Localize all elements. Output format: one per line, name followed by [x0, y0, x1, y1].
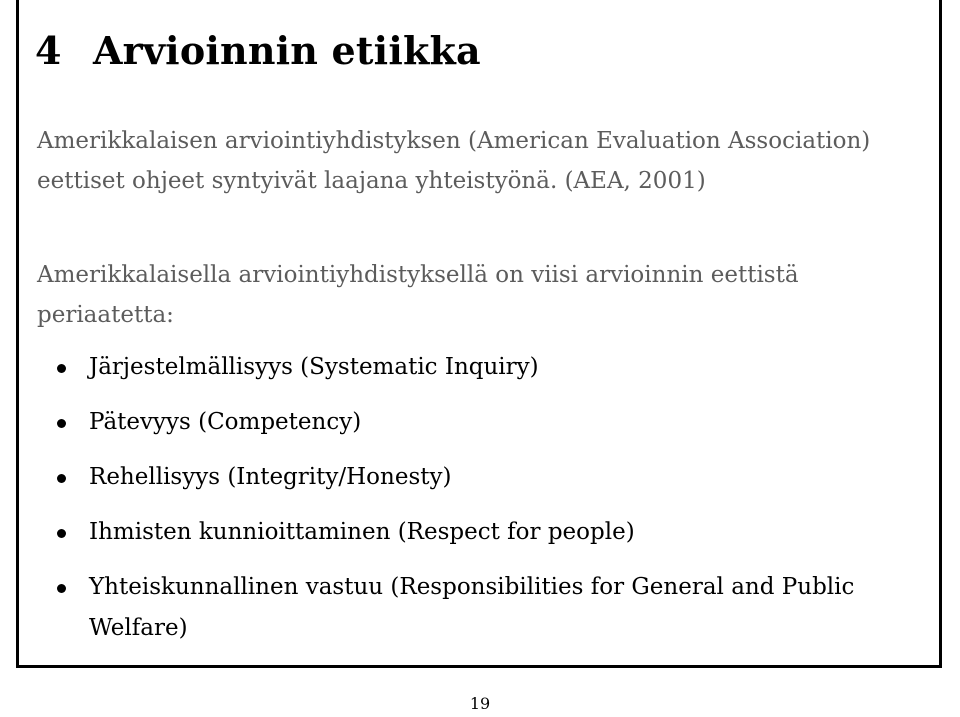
list-item: [49, 347, 909, 388]
list-item: [49, 512, 909, 553]
list-item-text: Rehellisyys (Integrity/Honesty): [89, 464, 452, 490]
principles-intro-paragraph: Amerikkalaisella arviointiyhdistyksellä on viisi arvioinnin eettistä periaatetta:: [37, 262, 799, 328]
bullet-icon: [57, 529, 66, 538]
list-item-text: Järjestelmällisyys (Systematic Inquiry): [89, 354, 539, 380]
bullet-icon: [57, 474, 66, 483]
list-item: [49, 457, 909, 498]
list-item-text: Pätevyys (Competency): [89, 409, 362, 435]
bullet-icon: [57, 584, 66, 593]
bullet-icon: [57, 419, 66, 428]
page-number: 19: [469, 694, 491, 713]
list-item: [49, 402, 909, 443]
list-item-text: Ihmisten kunnioittaminen (Respect for people): [89, 519, 635, 545]
list-item: [49, 567, 909, 649]
list-item-text: Yhteiskunnallinen vastuu (Responsibilities for General and Public Welfare): [89, 574, 855, 641]
principles-list: [49, 347, 909, 663]
section-title: Arvioinnin etiikka: [93, 28, 481, 73]
section-number: 4: [35, 28, 62, 73]
bullet-icon: [57, 364, 66, 373]
intro-paragraph: Amerikkalaisen arviointiyhdistyksen (American Evaluation Association) eettiset ohjeet syntyivät laajana yhteistyönä. (AEA, 2001): [37, 128, 871, 194]
section-heading: [35, 28, 481, 74]
